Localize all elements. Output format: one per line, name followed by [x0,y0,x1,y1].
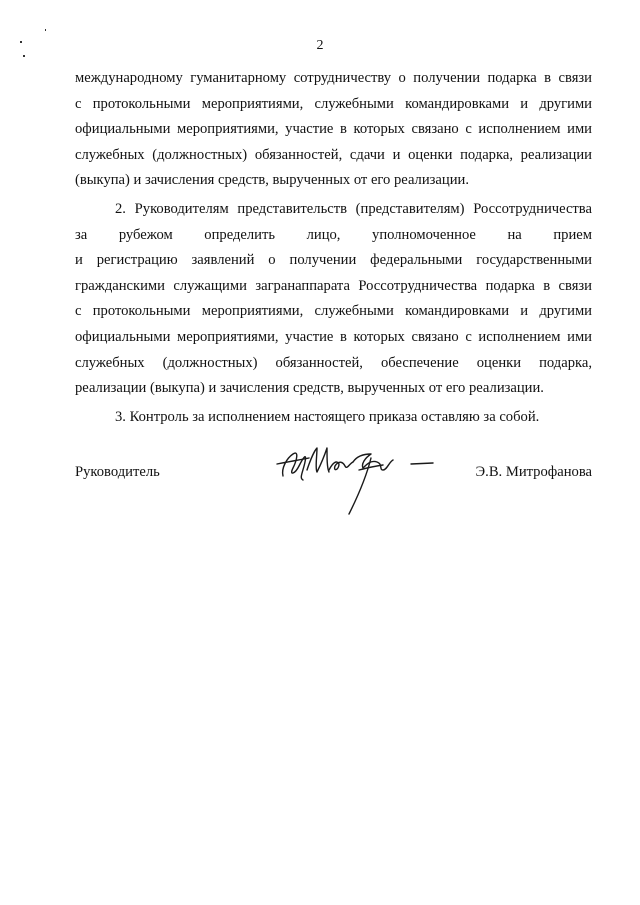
paragraph-2-line: служебных (должностных) обязанностей, обеспечение оценки подарка, [75,354,592,371]
paragraph-1-line: официальными мероприятиями, участие в которых связано с исполнением ими [75,121,592,138]
paragraph-1-line: международному гуманитарному сотрудничеству о получении подарка в связи [75,70,592,86]
signer-title: Руководитель [75,464,160,480]
paragraph-2-line: 2. Руководителям представительств (представителям) Россотрудничества [115,200,592,217]
paragraph-2-line: гражданскими служащими загранаппарата Россотрудничества подарка в связи [75,277,592,294]
paragraph-2-line: и регистрацию заявлений о получении федеральными государственными [75,252,592,269]
signer-name: Э.В. Митрофанова [475,464,592,480]
paragraph-2-line: официальными мероприятиями, участие в которых связано с исполнением ими [75,328,592,345]
paragraph-2-line: с протокольными мероприятиями, служебными командировками и другими [75,303,592,320]
paragraph-1-line: служебных (должностных) обязанностей, сдачи и оценки подарка, реализации [75,146,592,163]
paragraph-1-line: (выкупа) и зачисления средств, вырученных от его реализации. [75,172,469,189]
document-body [75,66,592,430]
page-number: 2 [316,38,324,53]
paragraph-2-line: реализации (выкупа) и зачисления средств, вырученных от его реализации. [75,380,544,397]
scan-speck [45,29,46,31]
paragraph-1-line: с протокольными мероприятиями, служебными командировками и другими [75,95,592,112]
paragraph-3: 3. Контроль за исполнением настоящего приказа оставляю за собой. [115,408,540,425]
handwritten-signature [273,440,443,520]
paragraph-2-line: за рубежом определить лицо, уполномоченное на прием [75,226,592,243]
scan-speck [23,55,25,57]
signature-block [75,452,592,522]
